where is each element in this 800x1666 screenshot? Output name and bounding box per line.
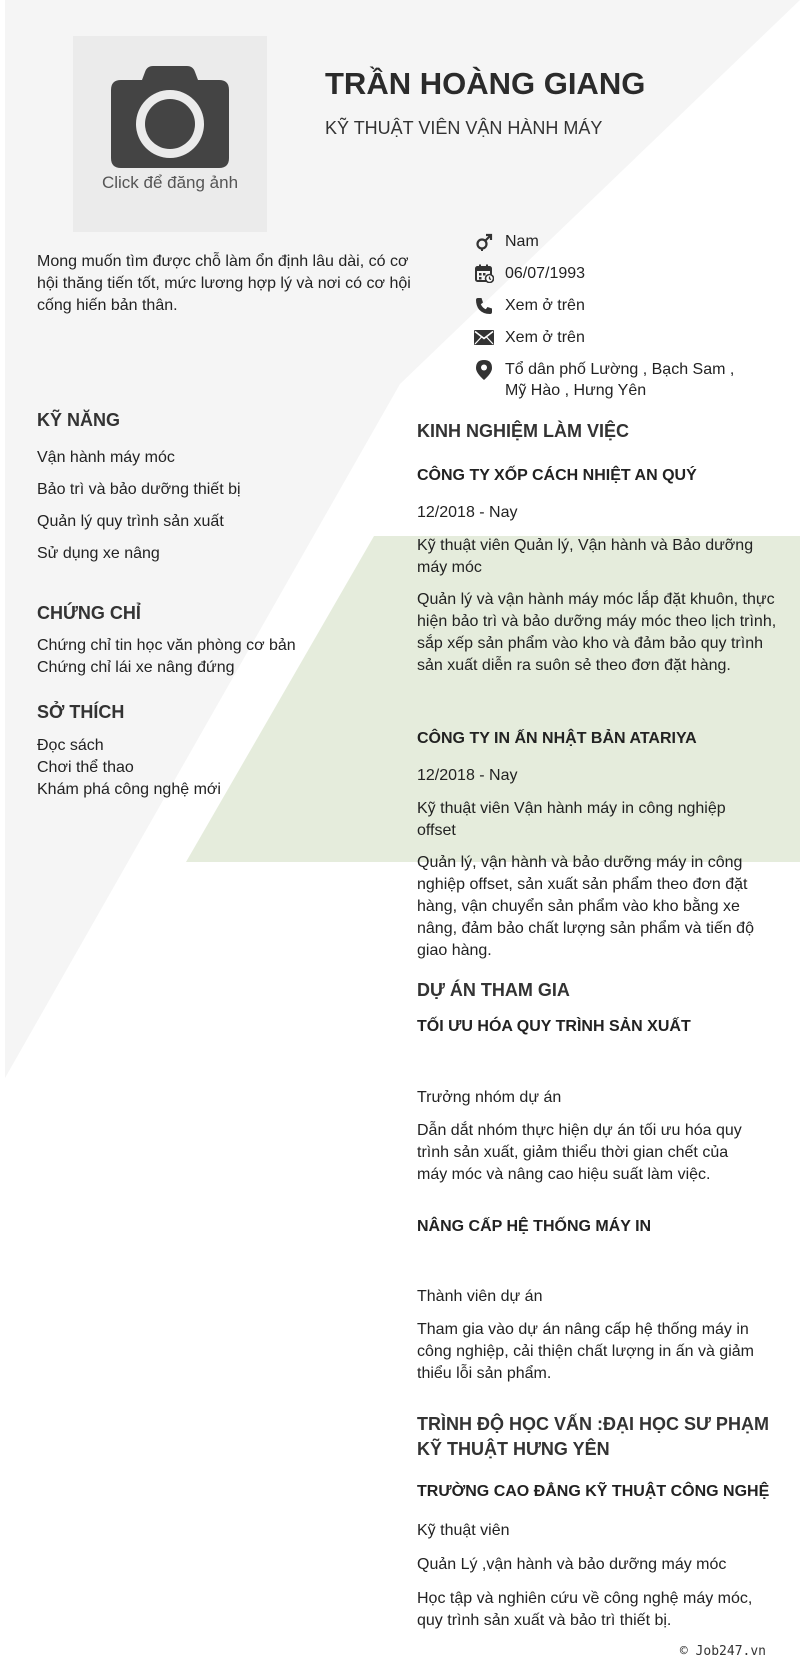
email-icon xyxy=(473,327,495,348)
job-period: 12/2018 - Nay xyxy=(417,767,518,784)
project-role: Trưởng nhóm dự án xyxy=(417,1089,562,1106)
education-description: Học tập và nghiên cứu về công nghệ máy móc, quy trình sản xuất và bảo trì thiết bị. xyxy=(417,1590,753,1629)
job-description: Quản lý và vận hành máy móc lắp đặt khuôn, thực hiện bảo trì và bảo dưỡng máy móc theo lịch trình, sắp xếp sản phẩm vào kho và đảm bảo quy trình sản xuất diễn ra suôn sẻ theo đơn đặt hàng. xyxy=(417,591,777,674)
education-degree: Kỹ thuật viên xyxy=(417,1522,510,1539)
photo-upload-label: Click để đăng ảnh xyxy=(101,173,239,192)
address-value: Tổ dân phố Lường , Bạch Sam , Mỹ Hào , Hưng Yên xyxy=(505,361,735,399)
hobby-item: Đọc sách xyxy=(37,737,104,754)
contact-info xyxy=(473,231,773,412)
job-company: CÔNG TY XỐP CÁCH NHIỆT AN QUÝ xyxy=(417,467,697,484)
photo-upload[interactable] xyxy=(73,36,267,232)
phone-icon xyxy=(473,295,495,316)
gender-value: Nam xyxy=(505,233,539,250)
skill-item: Vận hành máy móc xyxy=(37,449,175,466)
job-period: 12/2018 - Nay xyxy=(417,504,518,521)
birthday-value: 06/07/1993 xyxy=(505,265,586,282)
gender-icon xyxy=(473,231,495,252)
education-school: TRƯỜNG CAO ĐẲNG KỸ THUẬT CÔNG NGHỆ xyxy=(417,1483,770,1500)
skill-item: Bảo trì và bảo dưỡng thiết bị xyxy=(37,481,241,498)
project-name: TỐI ƯU HÓA QUY TRÌNH SẢN XUẤT xyxy=(417,1018,691,1035)
location-pin-icon xyxy=(473,359,495,380)
job-description: Quản lý, vận hành và bảo dưỡng máy in công nghiệp offset, sản xuất sản phẩm theo đơn đặt hàng, vận chuyển sản phẩm vào kho bằng xe nâng, đảm bảo chất lượng sản phẩm và tiến độ giao hàng. xyxy=(417,854,754,959)
education-major: Quản Lý ,vận hành và bảo dưỡng máy móc xyxy=(417,1556,727,1573)
phone-value: Xem ở trên xyxy=(505,297,585,314)
project-role: Thành viên dự án xyxy=(417,1288,543,1305)
skills-heading: KỸ NĂNG xyxy=(37,410,121,430)
job-company: CÔNG TY IN ẤN NHẬT BẢN ATARIYA xyxy=(417,730,697,747)
footer-watermark: © Job247.vn xyxy=(679,1644,766,1659)
certificates-heading: CHỨNG CHỈ xyxy=(37,603,141,623)
candidate-title: KỸ THUẬT VIÊN VẬN HÀNH MÁY xyxy=(325,118,603,138)
skill-item: Quản lý quy trình sản xuất xyxy=(37,513,224,530)
certificate-item: Chứng chỉ lái xe nâng đứng xyxy=(37,659,235,676)
job-position: Kỹ thuật viên Vận hành máy in công nghiệp offset xyxy=(417,800,726,839)
contact-email xyxy=(473,327,773,348)
skill-item: Sử dụng xe nâng xyxy=(37,545,160,562)
project-description: Dẫn dắt nhóm thực hiện dự án tối ưu hóa quy trình sản xuất, giảm thiểu thời gian chết của máy móc và nâng cao hiệu suất làm việc. xyxy=(417,1122,742,1183)
contact-phone xyxy=(473,295,773,316)
experience-heading: KINH NGHIỆM LÀM VIỆC xyxy=(417,421,630,441)
hobbies-heading: SỞ THÍCH xyxy=(37,702,125,722)
project-description: Tham gia vào dự án nâng cấp hệ thống máy in công nghiệp, cải thiện chất lượng in ấn và giảm thiểu lỗi sản phẩm. xyxy=(417,1321,754,1382)
contact-address xyxy=(473,359,773,401)
career-objective: Mong muốn tìm được chỗ làm ổn định lâu dài, có cơ hội thăng tiến tốt, mức lương hợp lý và nơi có cơ hội cống hiến bản thân. xyxy=(37,253,411,314)
education-heading: TRÌNH ĐỘ HỌC VẤN :ĐẠI HỌC SƯ PHẠM KỸ THUẬT HƯNG YÊN xyxy=(417,1414,769,1459)
hobby-item: Chơi thể thao xyxy=(37,759,134,776)
calendar-icon xyxy=(473,263,495,284)
email-value: Xem ở trên xyxy=(505,329,585,346)
contact-gender xyxy=(473,231,773,252)
camera-icon xyxy=(111,66,229,168)
hobby-item: Khám phá công nghệ mới xyxy=(37,781,221,798)
job-position: Kỹ thuật viên Quản lý, Vận hành và Bảo dưỡng máy móc xyxy=(417,537,754,576)
contact-birthday xyxy=(473,263,773,284)
project-name: NÂNG CẤP HỆ THỐNG MÁY IN xyxy=(417,1218,652,1235)
candidate-name: TRẦN HOÀNG GIANG xyxy=(325,66,646,101)
certificate-item: Chứng chỉ tin học văn phòng cơ bản xyxy=(37,637,296,654)
projects-heading: DỰ ÁN THAM GIA xyxy=(417,980,570,1000)
